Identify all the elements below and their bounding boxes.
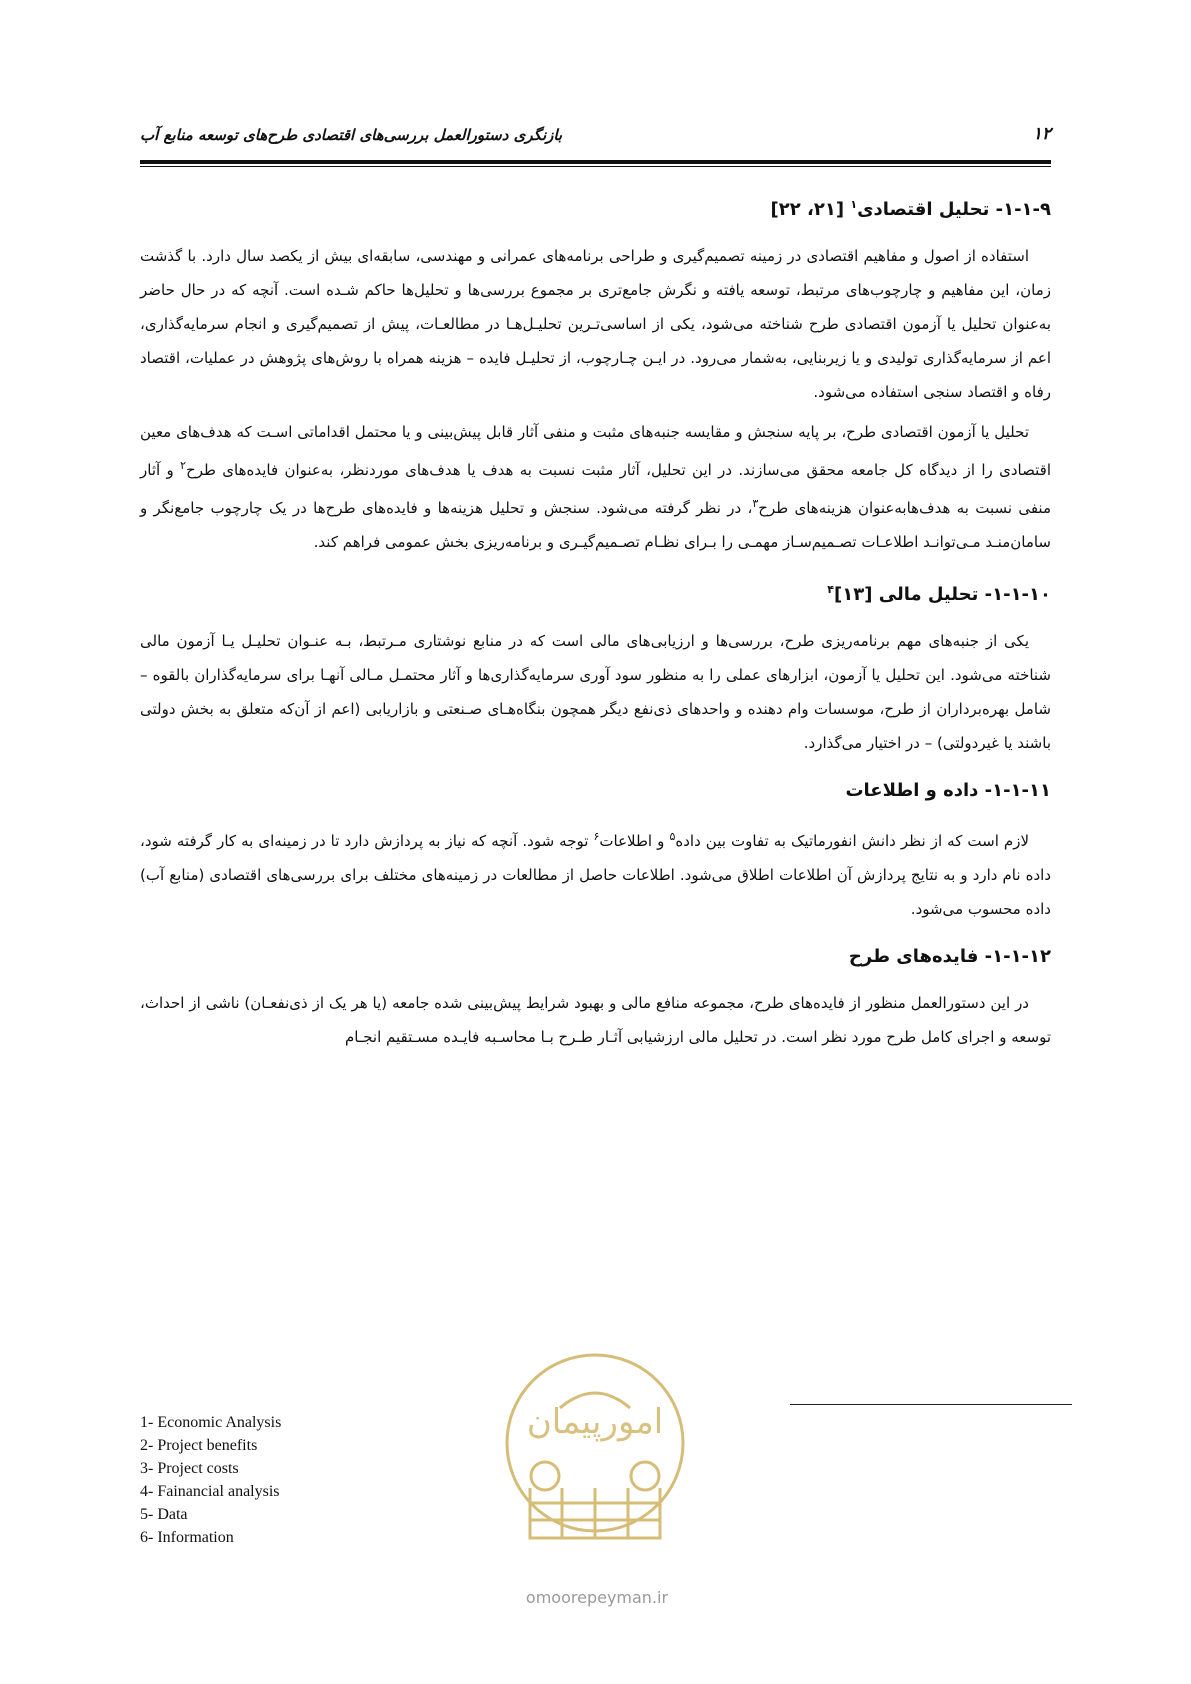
paragraph: یکی از جنبه‌های مهم برنامه‌ریزی طرح، بررسی‌ها و ارزیابی‌های مالی است که در منابع نوشتاری مـرتبط، بـه عنـوان تحلیـل یـا آزمون مالی شناخته می‌شود. این تحلیل یا آزمون، ابزارهای عملی را به منظور سود آوری سرمایه‌گذاری‌ها و آثار محتمـل مـالی آنهـا برای سرمایه‌گذاران بالقوه – شامل بهره‌برداران از طرح، موسسات وام دهنده و واحدهای ذی‌نفع دیگر همچون بنگاه‌هـای صـنعتی و بازاریابی (اعم از آن‌که متعلق به بخش دولتی باشند یا غیردولتی) – در اختیار می‌گذارد. (140, 632, 1051, 752)
header-rule (140, 160, 1051, 164)
watermark-logo-text: امورپیمان (526, 1402, 664, 1442)
running-title: بازنگری دستورالعمل بررسی‌های اقتصادی طرح‌های توسعه منابع آب (140, 126, 563, 144)
footnote: 1- Economic Analysis (140, 1414, 282, 1431)
footnote: 6- Information (140, 1529, 234, 1546)
paragraph: تحلیل یا آزمون اقتصادی طرح، بر پایه سنجش و مقایسه جنبه‌های مثبت و منفی آثار قابل پیش‌بینی و یا محتمل اقداماتی اسـت که هدف‌های معین اقتصادی را از دیدگاه کل جامعه محقق می‌سازند. در این تحلیل، آثار مثبت نسبت به هدف یا هدف‌های موردنظر، به‌عنوان فایده‌های طرح$^۲$ و آثار منفی نسبت به هدف‌هابه‌عنوان هزینه‌های طرح$^۳$، در نظر گرفته می‌شود. سنجش و تحلیل هزینه‌ها و فایده‌های طرح‌ها در یک چارچوب جامع‌نگر و سامان‌منـد مـی‌توانـد اطلاعـات تصـمیم‌سـاز مهمـی را بـرای نظـام تصـمیم‌گیـری و برنامه‌ریزی بخش عمومی فراهم کند. (140, 423, 1051, 551)
paragraph: لازم است که از نظر دانش انفورماتیک به تفاوت بین داده$^۵$ و اطلاعات$^۶$ توجه شود. آنچه که نیاز به پردازش دارد تا در زمینه‌ای به کار گرفته شود، داده نام دارد و به نتایج پردازش آن اطلاعات اطلاق می‌شود. اطلاعات حاصل از مطالعات در زمینه‌های مختلف برای بررسی‌های اقتصادی (منابع آب) داده محسوب می‌شود. (140, 830, 1051, 918)
header-rule-thin (140, 166, 1051, 167)
page-header (140, 124, 1051, 154)
section-heading-financial-analysis: ۱-۱-۱۰- تحلیل مالی [۱۳]$^۴$ (827, 583, 1051, 605)
section-heading-project-benefits: ۱-۱-۱۲- فایده‌های طرح (848, 946, 1051, 967)
watermark-logo-icon (490, 1338, 700, 1578)
footnote: 5- Data (140, 1506, 188, 1523)
footnotes (140, 1411, 281, 1549)
section-heading-economic-analysis: ۱-۱-۹- تحلیل اقتصادی$^۱$ [۲۱، ۲۲] (770, 198, 1051, 220)
paragraph: در این دستورالعمل منظور از فایده‌های طرح، مجموعه منافع مالی و بهبود شرایط پیش‌بینی شده جامعه (یا هر یک از ذی‌نفعـان) ناشی از احداث، توسعه و اجرای کامل طرح مورد نظر است. در تحلیل مالی ارزشیابی آثـار طـرح بـا محاسـبه فایـده مسـتقیم انجـام (140, 994, 1051, 1046)
footnote: 4- Fainancial analysis (140, 1483, 280, 1500)
footnote: 3- Project costs (140, 1460, 239, 1477)
footnote-separator (790, 1404, 1072, 1405)
footnote: 2- Project benefits (140, 1437, 258, 1454)
section-heading-data-information: ۱-۱-۱۱- داده و اطلاعات (845, 780, 1051, 801)
page-number: ۱۲ (1032, 124, 1051, 144)
watermark-site: omoorepeyman.ir (525, 1588, 669, 1607)
paragraph: استفاده از اصول و مفاهیم اقتصادی در زمینه تصمیم‌گیری و طراحی برنامه‌های عمرانی و مهندسی، سابقه‌ای بیش از یکصد سال دارد. با گذشت زمان، این مفاهیم و چارچوب‌های مرتبط، توسعه یافته و نگرش جامع‌تری بر مجموع بررسی‌ها و تحلیل‌ها حاکم شـده است. آنچه که در حال حاضر به‌عنوان تحلیل یا آزمون اقتصادی طرح شناخته می‌شود، یکی از اساسی‌تـرین تحلیـل‌هـا در مطالعـات، پیش از تصمیم‌گیری و انجام سرمایه‌گذاری، اعم از سرمایه‌گذاری تولیدی و یا زیربنایی، به‌شمار می‌رود. در ایـن چـارچوب، از تحلیـل فایده – هزینه همراه با روش‌های پژوهش در عملیات، اقتصاد رفاه و اقتصاد سنجی استفاده می‌شود. (140, 247, 1051, 401)
main-content (140, 188, 1051, 1060)
